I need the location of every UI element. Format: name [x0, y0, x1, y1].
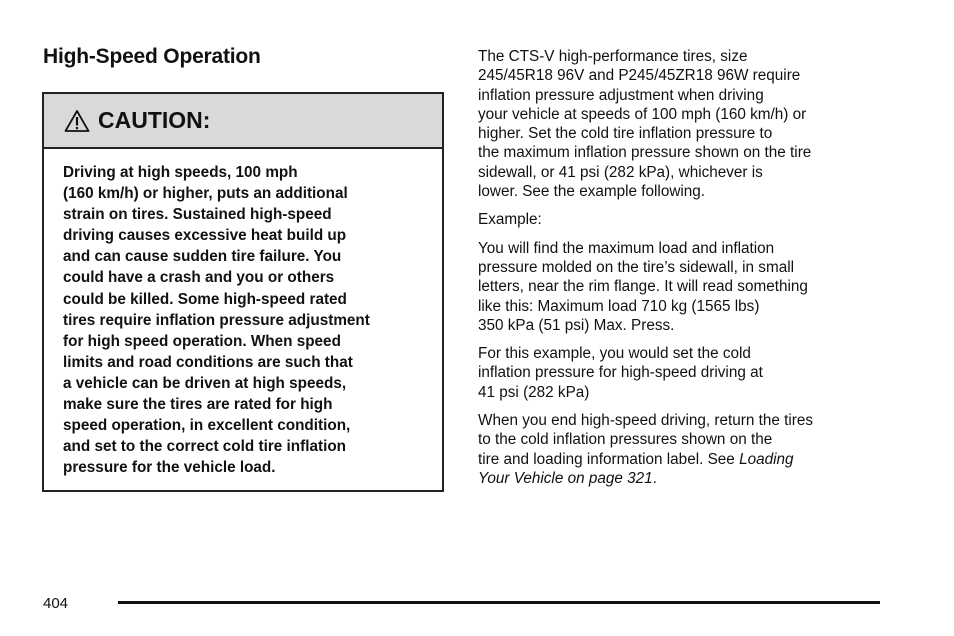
text-fragment: .	[652, 469, 657, 487]
text-line: to the cold inflation pressures shown on the	[478, 431, 773, 449]
caution-line: Driving at high speeds, 100 mph	[63, 164, 298, 181]
caution-line: pressure for the vehicle load.	[63, 459, 276, 477]
paragraph-set-pressure	[478, 344, 888, 402]
right-column	[478, 47, 888, 497]
text-line: inflation pressure for high-speed driving at	[478, 364, 763, 382]
caution-title: CAUTION:	[98, 107, 211, 133]
text-line: pressure molded on the tire’s sidewall, in small	[478, 258, 794, 276]
caution-line: and can cause sudden tire failure. You	[63, 248, 342, 266]
caution-line: (160 km/h) or higher, puts an additional	[63, 185, 348, 203]
text-line	[478, 469, 888, 488]
paragraph-sidewall	[478, 239, 888, 335]
text-line: The CTS-V high-performance tires, size	[478, 48, 748, 65]
caution-line: make sure the tires are rated for high	[63, 396, 333, 414]
caution-box	[42, 92, 444, 492]
text-line: 245/45R18 96V and P245/45ZR18 96W require	[478, 67, 801, 85]
page-number: 404	[43, 595, 69, 612]
text-line: When you end high-speed driving, return the tires	[478, 412, 814, 430]
caution-line: and set to the correct cold tire inflation	[63, 438, 347, 456]
text-line: For this example, you would set the cold	[478, 345, 751, 363]
text-line: sidewall, or 41 psi (282 kPa), whichever is	[478, 163, 763, 181]
text-line: lower. See the example following.	[478, 183, 706, 201]
caution-line: could have a crash and you or others	[63, 269, 335, 287]
text-line: 41 psi (282 kPa)	[478, 383, 590, 401]
text-line: letters, near the rim flange. It will read something	[478, 278, 808, 296]
text-fragment: tire and loading information label. See	[478, 450, 740, 468]
caution-line: strain on tires. Sustained high-speed	[63, 206, 332, 224]
cross-reference-link[interactable]: Your Vehicle on page 321	[478, 469, 653, 487]
paragraph-example-label	[478, 210, 888, 229]
text-line: like this: Maximum load 710 kg (1565 lbs)	[478, 297, 760, 315]
section-heading: High-Speed Operation	[43, 45, 261, 68]
caution-line: speed operation, in excellent condition,	[63, 417, 351, 435]
caution-line: could be killed. Some high-speed rated	[63, 290, 347, 308]
text-line: your vehicle at speeds of 100 mph (160 km/h) or	[478, 105, 807, 123]
caution-line: driving causes excessive heat build up	[63, 227, 347, 245]
text-line: the maximum inflation pressure shown on the tire	[478, 144, 812, 162]
text-line: You will find the maximum load and inflation	[478, 239, 775, 257]
text-line: inflation pressure adjustment when driving	[478, 86, 764, 104]
paragraph-end-driving	[478, 411, 888, 488]
paragraph-tire-size	[478, 47, 888, 201]
text-line: 350 kPa (51 psi) Max. Press.	[478, 316, 675, 334]
cross-reference-link[interactable]: Loading	[739, 450, 794, 468]
caution-text	[44, 149, 442, 478]
text-line	[478, 450, 888, 469]
footer-rule	[118, 601, 880, 604]
caution-line: limits and road conditions are such that	[63, 353, 353, 371]
text-line: Example:	[478, 211, 542, 229]
warning-triangle-icon	[64, 109, 90, 133]
caution-header	[44, 94, 442, 149]
caution-line: tires require inflation pressure adjustment	[63, 311, 370, 329]
caution-line: for high speed operation. When speed	[63, 332, 341, 350]
text-line: higher. Set the cold tire inflation pressure to	[478, 125, 773, 143]
caution-line: a vehicle can be driven at high speeds,	[63, 374, 347, 392]
